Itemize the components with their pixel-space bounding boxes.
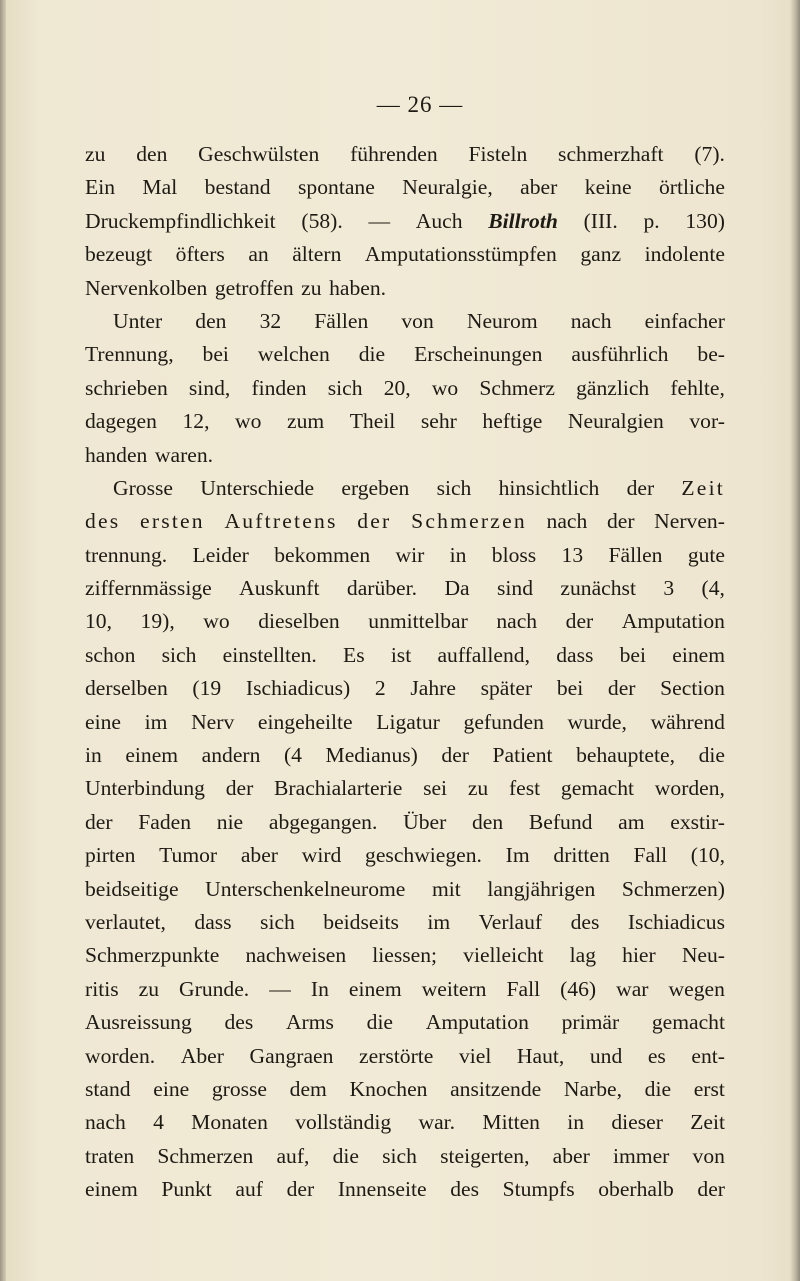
word: wo [203, 609, 230, 634]
word: aber [520, 175, 558, 200]
word: dritten [553, 843, 610, 868]
word: der [626, 475, 655, 500]
emphasized-word: Billroth [488, 208, 558, 233]
text-line [85, 1073, 725, 1106]
word: Unterschenkelneurome [205, 876, 406, 901]
word: eine [153, 1076, 190, 1101]
word: nach [85, 1110, 126, 1135]
word: dieser [611, 1110, 663, 1135]
word: 3 [663, 576, 675, 601]
word: Punkt [161, 1177, 212, 1202]
word: (7). [694, 142, 725, 166]
word: schon [85, 642, 136, 667]
word: Ligatur [376, 709, 440, 734]
word: Im [505, 843, 530, 868]
word: Neuralgie, [402, 175, 493, 200]
word: öfters [175, 242, 225, 267]
word: Theil [349, 409, 396, 434]
word: bekommen [274, 542, 371, 567]
word: einfacher [644, 308, 725, 333]
word: nie [216, 809, 244, 834]
word: gemacht [560, 776, 635, 801]
word: — [269, 976, 291, 1001]
text-line [85, 672, 725, 705]
word: die [698, 743, 725, 768]
word: grosse [211, 1076, 268, 1101]
word: ritis [85, 976, 119, 1001]
word: Auftretens [224, 509, 338, 534]
text-line [85, 338, 725, 371]
word: (46) [560, 976, 597, 1001]
word: verlautet, [85, 909, 166, 934]
text-line [85, 439, 725, 472]
word: gute [687, 542, 725, 567]
page-edge-shadow [790, 0, 800, 1281]
word: fest [508, 776, 541, 801]
word: beidseits [323, 909, 399, 934]
word: gänzlich [576, 375, 650, 400]
text-line [85, 873, 725, 906]
text-line [85, 405, 725, 438]
word: wo [235, 409, 262, 434]
word: Trennung, [85, 342, 174, 367]
word: 19), [140, 609, 175, 634]
word: welchen [257, 342, 330, 367]
word: nach [570, 308, 612, 333]
text-line [85, 505, 725, 538]
text-line [85, 772, 725, 805]
word: 13 [561, 542, 584, 567]
word: indolente [644, 242, 725, 267]
word: ansitzende [450, 1076, 542, 1101]
page-gutter-shadow [0, 0, 6, 1281]
body-text [85, 138, 725, 1207]
word: vollständig [295, 1110, 392, 1135]
text-line [85, 305, 725, 338]
word: Schmerzen) [621, 876, 725, 901]
word: beidseitige [85, 876, 179, 901]
word: dieselben [258, 609, 340, 634]
word: erst [693, 1076, 725, 1101]
word: hinsichtlich [498, 475, 600, 500]
text-line [85, 906, 725, 939]
word: Narbe, [563, 1076, 623, 1101]
word: liessen; [372, 943, 438, 968]
word: andern [201, 743, 261, 768]
word: einem [672, 642, 725, 667]
word: wird [301, 843, 342, 868]
word: Monaten [191, 1110, 268, 1135]
word: zerstörte [359, 1043, 434, 1068]
word: Amputationsstümpfen [364, 242, 557, 267]
word: der [697, 1177, 725, 1202]
word: eine [85, 709, 121, 734]
word: Über [403, 809, 447, 834]
word: einem [348, 976, 402, 1001]
word: der [286, 1177, 315, 1202]
text-line [85, 138, 725, 171]
word: bezeugt [85, 242, 153, 267]
text-line [85, 639, 725, 672]
word: Fall [633, 843, 668, 868]
word: die [366, 1010, 394, 1035]
word: Geschwülsten [198, 142, 320, 166]
word: und [589, 1043, 623, 1068]
word: (4, [701, 576, 725, 601]
word: zu [467, 776, 489, 801]
word: Leider [192, 542, 249, 567]
word: dass [556, 642, 594, 667]
word: schmerzhaft [558, 142, 664, 166]
word: in [85, 743, 102, 768]
word: der [357, 509, 392, 534]
word: finden [251, 375, 307, 400]
word: Arms [285, 1010, 334, 1035]
word: ergeben [341, 475, 410, 500]
word: Gangraen [249, 1043, 334, 1068]
word: p. [643, 208, 660, 233]
word: Zeit [690, 1110, 725, 1135]
word: In [310, 976, 329, 1001]
word: 10, [85, 609, 112, 634]
text-line [85, 939, 725, 972]
word: Neuralgien [567, 409, 664, 434]
word: Verlauf [478, 909, 543, 934]
word: Druckempfindlichkeit [85, 208, 276, 233]
word: auffallend, [437, 642, 530, 667]
word: keine [584, 175, 632, 200]
word: Schmerzpunkte [85, 943, 220, 968]
word: bei [202, 342, 229, 367]
word: der [441, 743, 469, 768]
word: viel [458, 1043, 492, 1068]
word: pirten [85, 843, 136, 868]
word: oberhalb [598, 1177, 674, 1202]
word: aber [552, 1143, 590, 1168]
word: stand [85, 1076, 131, 1101]
word: Nerv [191, 709, 235, 734]
page-number: — 26 — [376, 92, 464, 117]
word: unmittelbar [368, 609, 468, 634]
word: an [248, 242, 269, 267]
word: zu [138, 976, 160, 1001]
word: fehlte, [670, 375, 725, 400]
word: der [565, 609, 594, 634]
word: darüber. [346, 576, 418, 601]
word: sich [260, 909, 295, 934]
word: ersten [140, 509, 205, 534]
word: Schmerzen [411, 509, 527, 534]
word: Schmerz [479, 375, 555, 400]
word: einem [125, 743, 179, 768]
word: der [607, 676, 636, 701]
word: gemacht [651, 1010, 725, 1035]
text-line [85, 539, 725, 572]
word: Innenseite [337, 1177, 427, 1202]
word: be- [697, 342, 725, 367]
word: Stumpfs [502, 1177, 575, 1202]
text-line [85, 1173, 725, 1206]
word: der [606, 509, 635, 534]
word: wo [431, 375, 459, 400]
word: des [570, 909, 600, 934]
word: gefunden [463, 709, 544, 734]
word: Schmerzen [157, 1143, 254, 1168]
text-line [85, 739, 725, 772]
text-line [85, 1106, 725, 1139]
word: Nervenkolben [85, 275, 208, 300]
word: (58). [301, 208, 343, 233]
word: vielleicht [463, 943, 544, 968]
word: wir [395, 542, 425, 567]
word: 130) [685, 208, 725, 233]
word: bei [619, 642, 647, 667]
word: Haut, [516, 1043, 565, 1068]
word: die [644, 1076, 672, 1101]
word: der [85, 809, 113, 834]
word: heftige [482, 409, 543, 434]
word: Ischiadicus) [245, 676, 351, 701]
word: sich [382, 1143, 417, 1168]
word: (19 [192, 676, 222, 701]
word: in [567, 1110, 585, 1135]
word: Faden [138, 809, 192, 834]
word: der [225, 776, 254, 801]
word: sich [436, 475, 472, 500]
word: abgegangen. [268, 809, 378, 834]
word: die [332, 1143, 359, 1168]
word: Fall [506, 976, 541, 1001]
word: sich [161, 642, 197, 667]
word: Mal [142, 175, 178, 200]
word: Zeit [681, 475, 725, 500]
word: haben. [329, 275, 387, 300]
word: wegen [668, 976, 725, 1001]
word: bestand [204, 175, 271, 200]
word: zum [287, 409, 325, 434]
word: Aber [180, 1043, 224, 1068]
word: behauptete, [576, 743, 676, 768]
word: nach [496, 609, 538, 634]
word: steigerten, [440, 1143, 530, 1168]
word: Mitten [482, 1110, 540, 1135]
word: während [650, 709, 725, 734]
word: zu [85, 142, 106, 166]
word: Brachialarterie [274, 776, 403, 801]
word: führenden [350, 142, 438, 166]
word: Unterschiede [200, 475, 315, 500]
word: zu [301, 275, 322, 300]
word: Befund [528, 809, 593, 834]
word: vor- [689, 409, 725, 434]
word: Nerven- [654, 509, 725, 534]
word: mit [431, 876, 461, 901]
text-line [85, 272, 725, 305]
word: Ausreissung [85, 1010, 192, 1035]
word: Unter [113, 308, 163, 333]
word: wurde, [567, 709, 627, 734]
word: war. [418, 1110, 456, 1135]
word: Da [444, 576, 470, 601]
word: Auskunft [239, 576, 320, 601]
word: Jahre [410, 676, 456, 701]
word: sehr [420, 409, 457, 434]
word: 4 [153, 1110, 164, 1135]
word: auf [235, 1177, 263, 1202]
word: nachweisen [245, 943, 347, 968]
word: im [144, 709, 168, 734]
text-line [85, 973, 725, 1006]
word: Unterbindung [85, 776, 205, 801]
text-line [85, 839, 725, 872]
word: Auch [415, 208, 463, 233]
word: im [427, 909, 451, 934]
word: Neurom [466, 308, 538, 333]
word: langjährigen [487, 876, 596, 901]
word: handen [85, 442, 148, 467]
word: Erscheinungen [414, 342, 543, 367]
word: Ein [85, 175, 115, 200]
word: Patient [492, 743, 553, 768]
word: sich [327, 375, 363, 400]
text-line [85, 806, 725, 839]
word: ist [390, 642, 412, 667]
word: am [618, 809, 645, 834]
word: einstellten. [222, 642, 317, 667]
word: (III. [583, 208, 618, 233]
word: 12, [182, 409, 210, 434]
word: worden, [654, 776, 725, 801]
text-line [85, 171, 725, 204]
word: Medianus) [325, 743, 418, 768]
text-line [85, 238, 725, 271]
word: lag [569, 943, 597, 968]
word: war [616, 976, 649, 1001]
word: des [224, 1010, 254, 1035]
word: aber [240, 843, 278, 868]
word: Fisteln [468, 142, 528, 166]
word: waren. [154, 442, 214, 467]
word: ziffernmässige [85, 576, 212, 601]
word: in [449, 542, 467, 567]
word: derselben [85, 676, 168, 701]
word: sind, [188, 375, 231, 400]
text-line [85, 1006, 725, 1039]
word: spontane [298, 175, 375, 200]
word: eingeheilte [257, 709, 353, 734]
text-line [85, 472, 725, 505]
word: zunächst [560, 576, 636, 601]
word: einem [85, 1177, 138, 1202]
word: exstir- [670, 809, 725, 834]
word: nach [546, 509, 588, 534]
word: traten [85, 1143, 135, 1168]
word: immer [612, 1143, 670, 1168]
word: 20, [383, 375, 411, 400]
word: Fällen [608, 542, 663, 567]
word: weitern [421, 976, 487, 1001]
word: ganz [580, 242, 622, 267]
word: später [480, 676, 533, 701]
word: ent- [691, 1043, 725, 1068]
word: hier [622, 943, 656, 968]
word: die [358, 342, 386, 367]
word: bei [556, 676, 584, 701]
word: worden. [85, 1043, 156, 1068]
word: Tumor [159, 843, 218, 868]
word: primär [561, 1010, 620, 1035]
word: ausführlich [571, 342, 669, 367]
word: des [85, 509, 121, 534]
word: (10, [690, 843, 725, 868]
word: auf, [276, 1143, 310, 1168]
word: Amputation [621, 609, 725, 634]
word: von [401, 308, 434, 333]
word: Section [660, 676, 725, 701]
word: bloss [491, 542, 537, 567]
word: Es [343, 642, 365, 667]
word: ältern [292, 242, 342, 267]
text-line [85, 706, 725, 739]
word: Ischiadicus [627, 909, 725, 934]
word: dem [289, 1076, 327, 1101]
word: Grunde. [179, 976, 250, 1001]
word: geschwiegen. [365, 843, 482, 868]
text-line [85, 572, 725, 605]
word: — [368, 208, 391, 233]
text-line [85, 205, 725, 238]
word: Fällen [314, 308, 369, 333]
text-line [85, 1140, 725, 1173]
word: dagegen [85, 409, 157, 434]
word: örtliche [658, 175, 725, 200]
word: (4 [283, 743, 302, 768]
word: des [450, 1177, 479, 1202]
word: trennung. [85, 542, 168, 567]
word: es [647, 1043, 666, 1068]
word: 32 [259, 308, 282, 333]
word: den [195, 308, 227, 333]
word: sei [423, 776, 448, 801]
word: Neu- [681, 943, 725, 968]
word: 2 [374, 676, 386, 701]
word: schrieben [85, 375, 168, 400]
word: Grosse [113, 475, 173, 500]
text-line [85, 1040, 725, 1073]
word: Amputation [425, 1010, 529, 1035]
word: den [471, 809, 504, 834]
word: von [692, 1143, 725, 1168]
word: sind [497, 576, 534, 601]
word: dass [194, 909, 232, 934]
word: Knochen [349, 1076, 428, 1101]
word: den [136, 142, 168, 166]
word: getroffen [214, 275, 294, 300]
text-line [85, 605, 725, 638]
text-line [85, 372, 725, 405]
